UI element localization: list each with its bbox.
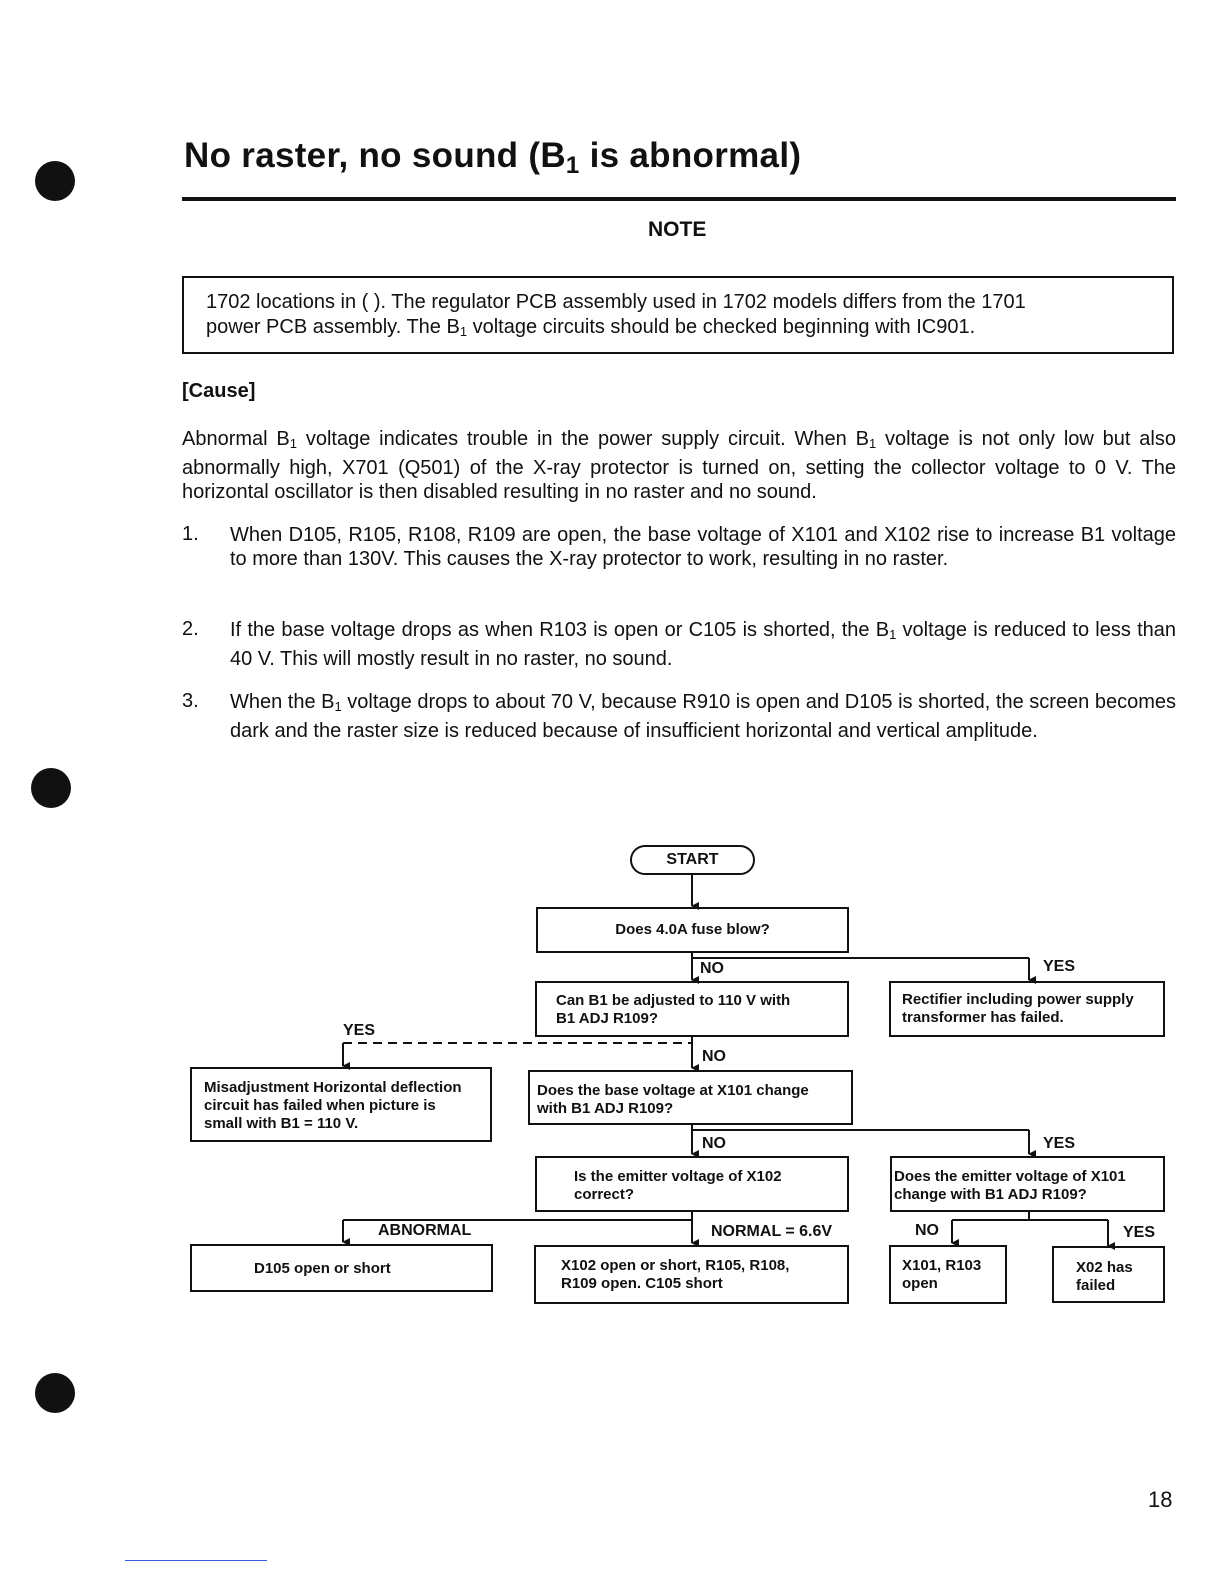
- emitter-x102-question-box: Is the emitter voltage of X102 correct?: [535, 1156, 849, 1212]
- item-2-text: If the base voltage drops as when R103 is open or C105 is shorted, the $B_1$ voltage is reduced to less than 40 V. This will mostly result in no raster, no sound.: [230, 619, 1176, 670]
- note-heading: NOTE: [648, 218, 707, 241]
- branch-label-yes-2: YES: [343, 1022, 376, 1039]
- page-title: No raster, no sound ($B_1$ is abnormal): [184, 136, 802, 179]
- cause-heading: [Cause]: [182, 380, 256, 402]
- branch-label-normal: NORMAL = 6.6V: [711, 1223, 833, 1240]
- item-1-number: 1.: [182, 523, 199, 545]
- branch-label-yes-3: YES: [1043, 1135, 1076, 1152]
- item-3-text: When the $B_1$ voltage drops to about 70 V, because R910 is open and D105 is shorted, the screen becomes dark and the raster size is reduced because of insufficient horizontal and vertical amplitude.: [230, 691, 1177, 742]
- d105-result-box: D105 open or short: [190, 1244, 493, 1292]
- branch-label-abnormal: ABNORMAL: [378, 1222, 472, 1239]
- note-line-2: power PCB assembly. The $B_1$ voltage circuits should be checked beginning with IC901.: [206, 316, 976, 339]
- cause-paragraph: Abnormal $B_1$ voltage indicates trouble in the power supply circuit. When $B_1$ voltage is not only low but also abnormally high, X701 (Q501) of the X-ray protector is turned on, setting the collector voltage to 0 V. The horizontal oscillator is then disabled resulting in no raster and no sound.: [182, 428, 1177, 503]
- base-voltage-question-box: Does the base voltage at X101 change with B1 ADJ R109?: [528, 1070, 853, 1125]
- item-1-text: When D105, R105, R108, R109 are open, the base voltage of X101 and X102 rise to increase B1 voltage to more than 130V. This causes the X-ray protector to work, resulting in no raster.: [230, 524, 1176, 570]
- note-line-1: 1702 locations in ( ). The regulator PCB assembly used in 1702 models differs from the 1701: [206, 291, 1026, 313]
- misadjustment-result-box: Misadjustment Horizontal deflection circuit has failed when picture is small with B1 = 110 V.: [190, 1067, 492, 1142]
- branch-label-yes-4: YES: [1123, 1224, 1156, 1241]
- item-3-number: 3.: [182, 690, 199, 712]
- x02-result-box: X02 has failed: [1052, 1246, 1165, 1303]
- page-number: 18: [1148, 1487, 1173, 1512]
- item-2-number: 2.: [182, 618, 199, 640]
- x102-result-box: X102 open or short, R105, R108, R109 open. C105 short: [534, 1245, 849, 1304]
- branch-label-no-3: NO: [702, 1135, 726, 1152]
- footer-link-line: [125, 1560, 267, 1561]
- x101-result-box: X101, R103 open: [889, 1245, 1007, 1304]
- branch-label-yes-1: YES: [1043, 958, 1076, 975]
- branch-label-no-2: NO: [702, 1048, 726, 1065]
- emitter-x101-question-box: Does the emitter voltage of X101 change with B1 ADJ R109?: [890, 1156, 1165, 1212]
- fuse-question-box: Does 4.0A fuse blow?: [536, 907, 849, 953]
- start-terminal: START: [630, 845, 755, 875]
- branch-label-no-1: NO: [700, 960, 724, 977]
- adjust-question-box: Can B1 be adjusted to 110 V with B1 ADJ R109?: [535, 981, 849, 1037]
- branch-label-no-4: NO: [915, 1222, 939, 1239]
- rectifier-result-box: Rectifier including power supply transformer has failed.: [889, 981, 1165, 1037]
